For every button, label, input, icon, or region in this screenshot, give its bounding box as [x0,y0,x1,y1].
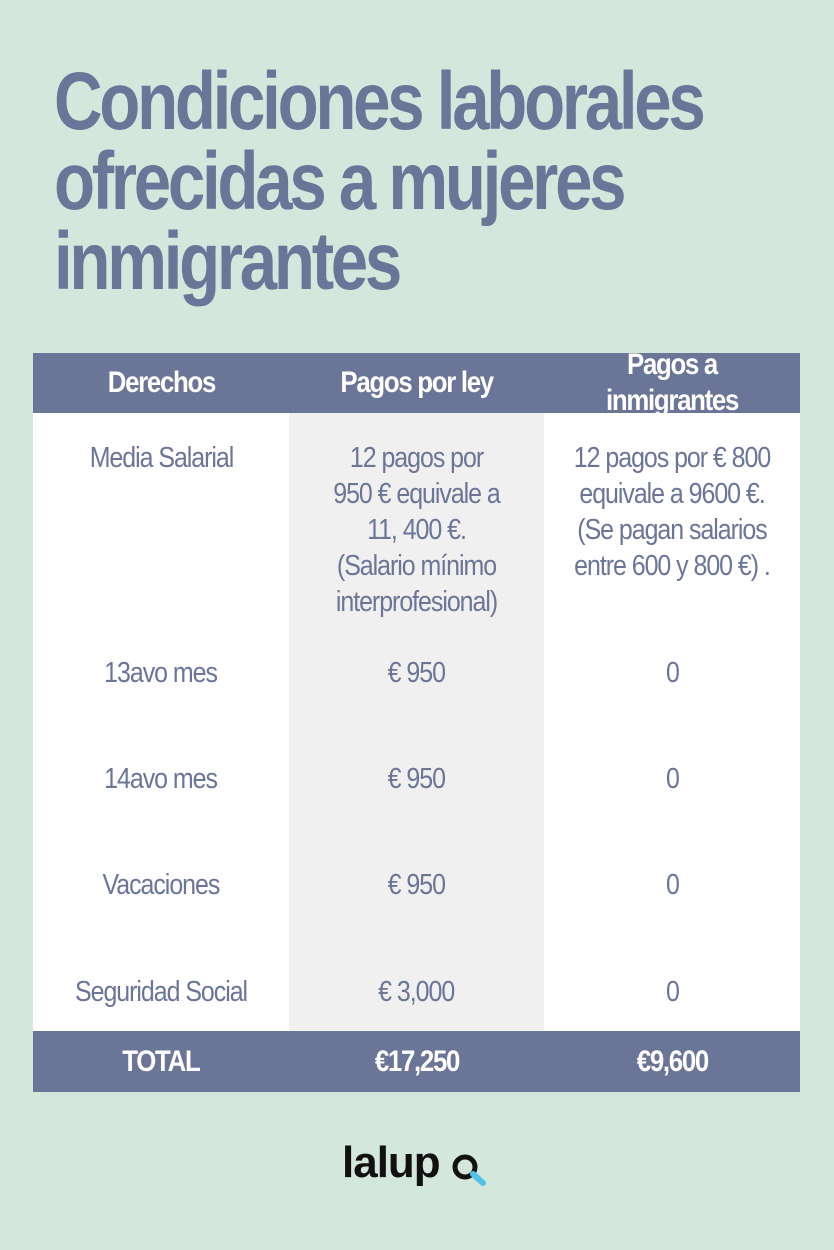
table-row [33,655,800,691]
total-label: TOTAL [122,1044,200,1078]
row-legal-value: 12 pagos por 950 € equivale a 11, 400 €. (Salario mínimo interprofesional) [333,442,500,618]
row-legal-value: € 3,000 [378,976,455,1008]
magnifier-o-icon [452,1153,490,1187]
row-label: Media Salarial [89,442,233,474]
title-line-3: inmigrantes [54,216,400,307]
title-line-2: ofrecidas a mujeres [54,136,624,227]
row-legal-value: € 950 [387,763,446,795]
header-pagos-por-ley: Pagos por ley [340,366,493,399]
row-immigrant-value: 0 [665,657,679,689]
total-immigrant-value: €9,600 [636,1044,708,1078]
row-immigrant-value: 0 [665,976,679,1008]
table-row [33,974,800,1010]
table-header-row [33,348,800,417]
logo-text: lalup [342,1138,440,1187]
row-immigrant-value: 12 pagos por € 800 equivale a 9600 €. (Se pagan salarios entre 600 y 800 €) . [573,442,771,582]
row-label: Vacaciones [102,869,220,901]
header-derechos: Derechos [107,366,215,399]
table-row [33,761,800,797]
row-label: 13avo mes [104,657,218,689]
row-legal-value: € 950 [387,869,446,901]
table-row [33,867,800,903]
total-legal-value: €17,250 [374,1044,459,1078]
row-label: Seguridad Social [74,976,248,1008]
table-total-row [33,1031,800,1092]
row-legal-value: € 950 [387,657,446,689]
lalupa-logo [342,1135,492,1191]
title-line-1: Condiciones laborales [54,56,703,147]
row-immigrant-value: 0 [665,869,679,901]
header-pagos-a-inmigrantes: Pagos a inmigrantes [605,348,739,417]
row-immigrant-value: 0 [665,763,679,795]
row-label: 14avo mes [104,763,218,795]
comparison-table [33,348,800,1092]
page-title [54,56,825,307]
table-row [33,440,800,620]
